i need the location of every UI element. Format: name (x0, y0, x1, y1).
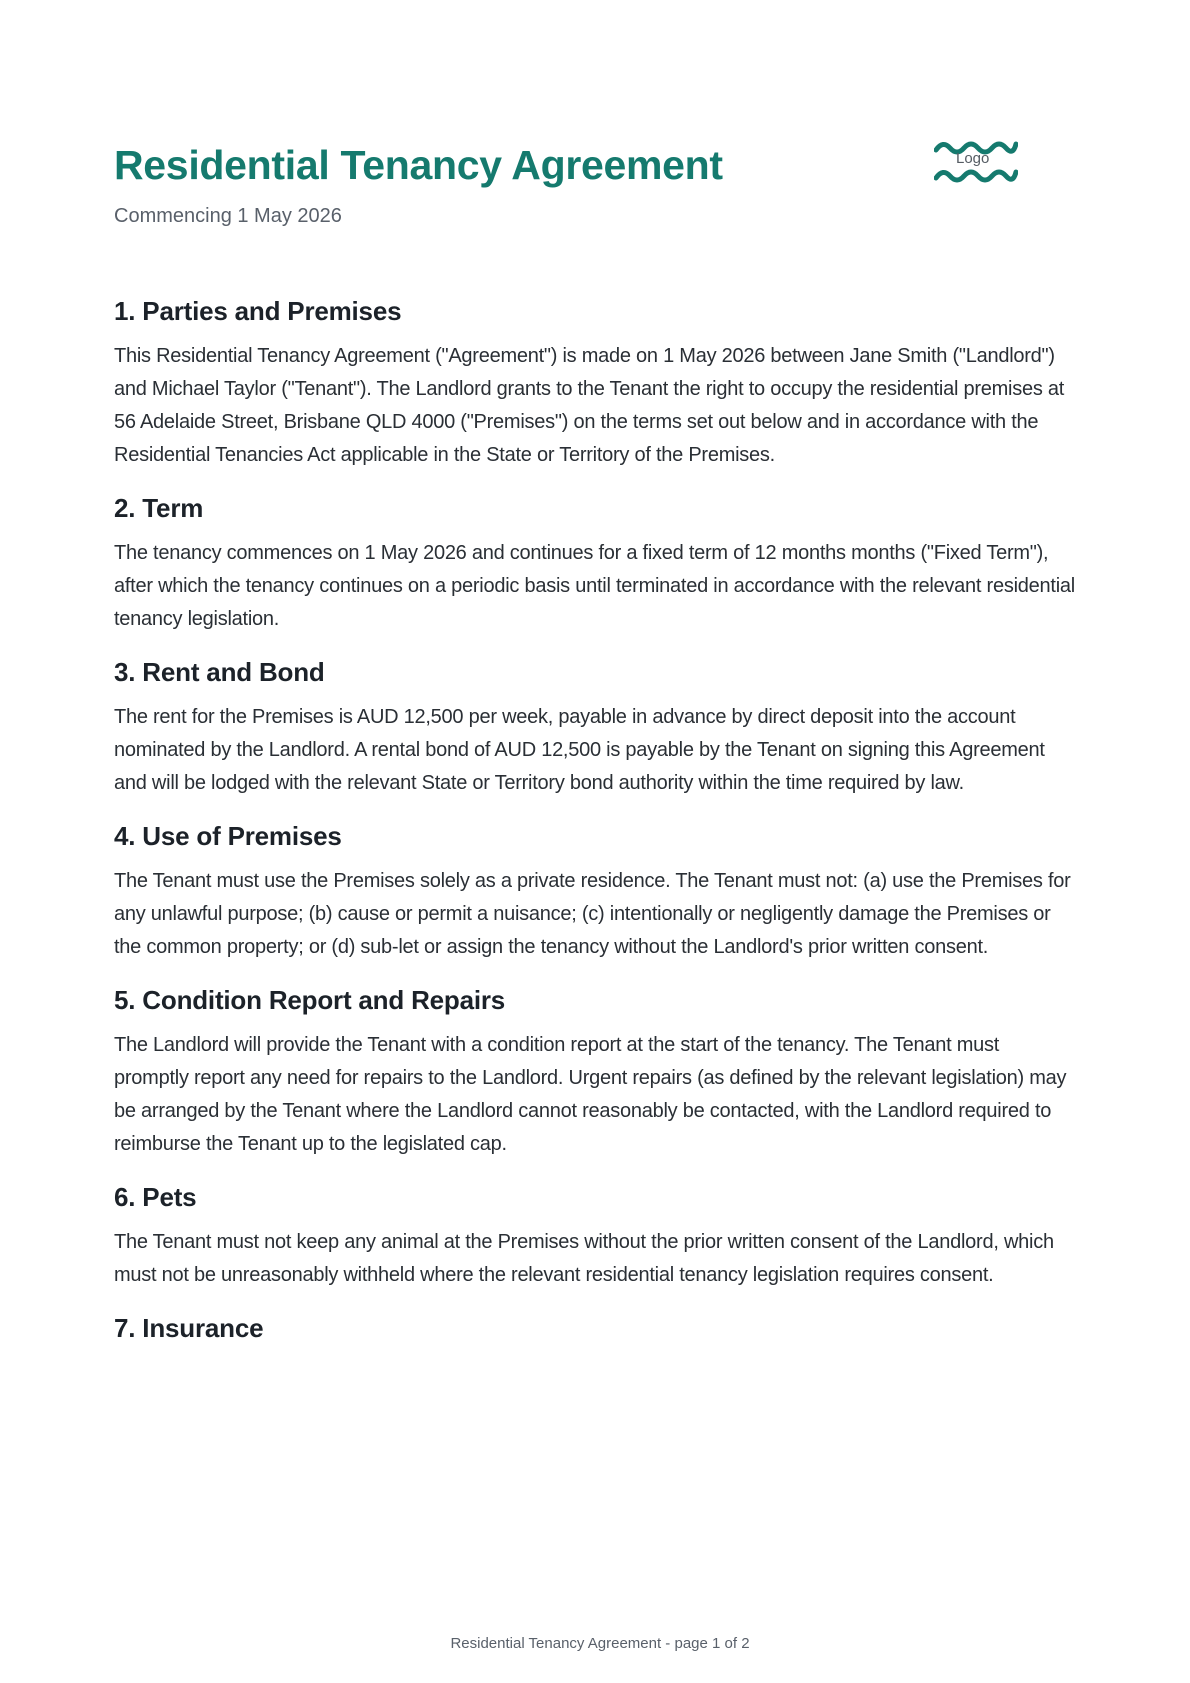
section-heading: 1. Parties and Premises (114, 296, 402, 326)
section-parties-premises (114, 292, 1076, 472)
section-body: The Landlord will provide the Tenant with a condition report at the start of the tenancy. The Tenant must promptly report any need for repairs to the Landlord. Urgent repairs (as defined by the relevant legislation) may be arranged by the Tenant where the Landlord cannot reasonably be contacted, with the Landlord required to reimburse the Tenant up to the legislated cap. (114, 1034, 1067, 1155)
section-rent-bond (114, 653, 1076, 800)
section-condition-repairs (114, 981, 1076, 1161)
section-heading: 2. Term (114, 493, 204, 523)
section-heading: 4. Use of Premises (114, 821, 342, 851)
section-heading: 5. Condition Report and Repairs (114, 985, 506, 1015)
section-use-of-premises (114, 817, 1076, 964)
document-subtitle: Commencing 1 May 2026 (114, 205, 342, 227)
agreement-sections (114, 292, 1076, 1364)
section-heading: 7. Insurance (114, 1313, 264, 1343)
section-body: This Residential Tenancy Agreement ("Agreement") is made on 1 May 2026 between Jane Smith ("Landlord") and Michael Taylor ("Tenant"). The Landlord grants to the Tenant the right to occupy the residential premises at 56 Adelaide Street, Brisbane QLD 4000 ("Premises") on the terms set out below and in accordance with the Residential Tenancies Act applicable in the State or Territory of the Premises. (114, 345, 1065, 466)
logo-label: Logo (956, 150, 990, 167)
section-heading: 3. Rent and Bond (114, 657, 325, 687)
document-title: Residential Tenancy Agreement (114, 142, 723, 188)
wave-logo-icon (934, 138, 1018, 186)
section-body: The Tenant must use the Premises solely as a private residence. The Tenant must not: (a) use the Premises for any unlawful purpose; (b) cause or permit a nuisance; (c) intentionally or negligently damage the Premises or the common property; or (d) sub-let or assign the tenancy without the Landlord's prior written consent. (114, 870, 1071, 958)
section-heading: 6. Pets (114, 1182, 197, 1212)
section-body: The tenancy commences on 1 May 2026 and continues for a fixed term of 12 months months ("Fixed Term"), after which the tenancy continues on a periodic basis until terminated in accordance with the relevant residential tenancy legislation. (114, 542, 1075, 630)
section-pets (114, 1178, 1076, 1292)
section-insurance (114, 1309, 1076, 1347)
section-body: The rent for the Premises is AUD 12,500 per week, payable in advance by direct deposit into the account nominated by the Landlord. A rental bond of AUD 12,500 is payable by the Tenant on signing this Agreement and will be lodged with the relevant State or Territory bond authority within the time required by law. (114, 706, 1045, 794)
page-footer: Residential Tenancy Agreement - page 1 of 2 (450, 1635, 750, 1652)
section-body: The Tenant must not keep any animal at the Premises without the prior written consent of the Landlord, which must not be unreasonably withheld where the relevant residential tenancy legislation requires consent. (114, 1231, 1054, 1286)
section-term (114, 489, 1076, 636)
